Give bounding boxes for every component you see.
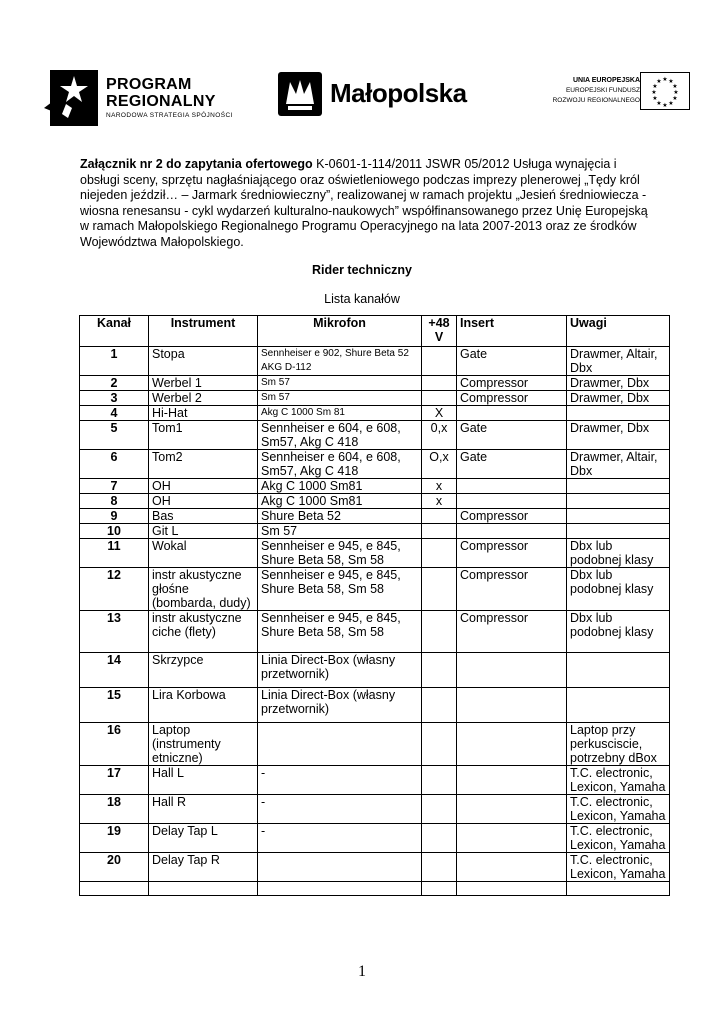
insert-cell (457, 853, 567, 882)
program-logo-subtitle: NARODOWA STRATEGIA SPÓJNOŚCI (106, 112, 233, 119)
kanal-cell: 15 (80, 688, 149, 723)
insert-cell: Compressor (457, 509, 567, 524)
uwagi-cell (567, 509, 670, 524)
kanal-cell: 1 (80, 347, 149, 376)
instrument-cell: Hi-Hat (149, 406, 258, 421)
table-row (80, 568, 670, 611)
insert-cell: Gate (457, 421, 567, 450)
eu-logo (510, 72, 690, 122)
uwagi-cell: Dbx lub podobnej klasy (567, 568, 670, 611)
phantom-cell: x (422, 494, 457, 509)
insert-cell (457, 766, 567, 795)
instrument-cell: Hall L (149, 766, 258, 795)
intro-bold: Załącznik nr 2 do zapytania ofertowego (80, 157, 313, 171)
malopolska-emblem-icon (278, 72, 322, 116)
eu-line1: UNIA EUROPEJSKA (572, 77, 640, 84)
insert-cell (457, 653, 567, 688)
instrument-cell: Delay Tap R (149, 853, 258, 882)
uwagi-cell (567, 406, 670, 421)
instrument-cell: Stopa (149, 347, 258, 376)
uwagi-cell (567, 688, 670, 723)
insert-cell (457, 688, 567, 723)
mikrofon-cell (258, 882, 422, 896)
kanal-cell: 2 (80, 376, 149, 391)
instrument-cell: instr akustyczne głośne (bombarda, dudy) (149, 568, 258, 611)
insert-cell (457, 524, 567, 539)
table-row (80, 406, 670, 421)
insert-cell: Compressor (457, 611, 567, 653)
table-row (80, 347, 670, 376)
table-row (80, 509, 670, 524)
document-subtitle: Lista kanałów (324, 292, 400, 306)
page-number: 1 (358, 963, 366, 980)
program-logo-title (106, 76, 216, 110)
program-line2: REGIONALNY (106, 93, 216, 110)
table-row (80, 524, 670, 539)
table-row (80, 766, 670, 795)
instrument-cell: Lira Korbowa (149, 688, 258, 723)
kanal-cell: 6 (80, 450, 149, 479)
instrument-cell: Bas (149, 509, 258, 524)
uwagi-cell: Drawmer, Dbx (567, 376, 670, 391)
phantom-cell (422, 347, 457, 376)
uwagi-cell (567, 494, 670, 509)
svg-text:★: ★ (668, 78, 674, 85)
instrument-cell: Werbel 1 (149, 376, 258, 391)
kanal-cell: 18 (80, 795, 149, 824)
uwagi-cell: Drawmer, Dbx (567, 391, 670, 406)
table-row (80, 853, 670, 882)
uwagi-cell: Drawmer, Dbx (567, 421, 670, 450)
phantom-cell (422, 766, 457, 795)
insert-cell: Compressor (457, 568, 567, 611)
kanal-cell: 20 (80, 853, 149, 882)
phantom-cell: O,x (422, 450, 457, 479)
phantom-cell (422, 391, 457, 406)
mikrofon-cell: Sm 57 (258, 391, 422, 406)
svg-text:★: ★ (652, 83, 658, 90)
instrument-cell: Werbel 2 (149, 391, 258, 406)
phantom-cell (422, 539, 457, 568)
kanal-cell: 4 (80, 406, 149, 421)
svg-text:★: ★ (651, 89, 657, 96)
svg-text:★: ★ (672, 83, 678, 90)
insert-cell (457, 723, 567, 766)
uwagi-cell: Drawmer, Altair, Dbx (567, 450, 670, 479)
malopolska-name: Małopolska (330, 78, 467, 108)
table-row (80, 611, 670, 653)
table-header-row (80, 316, 670, 347)
phantom-cell (422, 376, 457, 391)
phantom-cell (422, 795, 457, 824)
kanal-cell: 3 (80, 391, 149, 406)
eu-line3: ROZWOJU REGIONALNEGO (552, 97, 640, 104)
uwagi-cell: Drawmer, Altair, Dbx (567, 347, 670, 376)
svg-text:★: ★ (673, 89, 679, 96)
instrument-cell (149, 882, 258, 896)
instrument-cell: Laptop (instrumenty etniczne) (149, 723, 258, 766)
insert-cell: Compressor (457, 376, 567, 391)
mikrofon-cell: Sennheiser e 604, e 608, Sm57, Akg C 418 (258, 450, 422, 479)
table-row (80, 494, 670, 509)
mikrofon-cell (258, 723, 422, 766)
header-mikrofon: Mikrofon (258, 316, 422, 347)
svg-text:★: ★ (672, 95, 678, 102)
intro-text: K-0601-1-114/2011 JSWR 05/2012 Usługa wynajęcia i obsługi sceny, sprzętu nagłaśniającego oraz oświetleniowego podczas imprezy plenerowej „Tędy król niejeden jeździł… – Jarmark średniowieczny”, realizowanej w ramach projektu „Jesień średniowiecza - wiosna renesansu - cykl wydarzeń kulturalno-naukowych” współfinansowanego przez Unię Europejską w ramach Małopolskiego Regionalnego Programu Operacyjnego na lata 2007-2013 oraz ze środków Województwa Małopolskiego. (80, 157, 648, 249)
header-uwagi: Uwagi (567, 316, 670, 347)
table-row (80, 824, 670, 853)
table-row (80, 723, 670, 766)
uwagi-cell (567, 882, 670, 896)
mikrofon-cell: - (258, 795, 422, 824)
uwagi-cell: T.C. electronic, Lexicon, Yamaha (567, 853, 670, 882)
kanal-cell (80, 882, 149, 896)
uwagi-cell (567, 653, 670, 688)
header-instrument: Instrument (149, 316, 258, 347)
kanal-cell: 12 (80, 568, 149, 611)
mikrofon-cell: Sennheiser e 604, e 608, Sm57, Akg C 418 (258, 421, 422, 450)
instrument-cell: Tom2 (149, 450, 258, 479)
svg-text:★: ★ (656, 100, 662, 107)
svg-text:★: ★ (662, 76, 668, 83)
table-row (80, 882, 670, 896)
document-title: Rider techniczny (311, 263, 413, 277)
table-row (80, 688, 670, 723)
phantom-cell (422, 723, 457, 766)
phantom-cell (422, 688, 457, 723)
table-row (80, 391, 670, 406)
phantom-cell (422, 653, 457, 688)
uwagi-cell (567, 524, 670, 539)
instrument-cell: Wokal (149, 539, 258, 568)
eu-line2: EUROPEJSKI FUNDUSZ (565, 87, 640, 94)
mikrofon-cell: Linia Direct-Box (własny przetwornik) (258, 653, 422, 688)
svg-text:★: ★ (652, 95, 658, 102)
instrument-cell: Hall R (149, 795, 258, 824)
phantom-cell (422, 611, 457, 653)
channel-table (79, 315, 670, 896)
insert-cell: Compressor (457, 539, 567, 568)
mikrofon-cell: Sennheiser e 945, e 845, Shure Beta 58, Sm 58 (258, 539, 422, 568)
logo-bar (40, 64, 690, 128)
kanal-cell: 8 (80, 494, 149, 509)
kanal-cell: 11 (80, 539, 149, 568)
phantom-cell (422, 524, 457, 539)
mikrofon-cell: Sm 57 (258, 376, 422, 391)
instrument-cell: OH (149, 479, 258, 494)
table-row (80, 376, 670, 391)
instrument-cell: instr akustyczne ciche (flety) (149, 611, 258, 653)
kanal-cell: 19 (80, 824, 149, 853)
phantom-cell (422, 824, 457, 853)
header-kanal: Kanał (80, 316, 149, 347)
mikrofon-cell: Sm 57 (258, 524, 422, 539)
insert-cell (457, 824, 567, 853)
kanal-cell: 14 (80, 653, 149, 688)
uwagi-cell: Laptop przy perkusciscie, potrzebny dBox (567, 723, 670, 766)
insert-cell: Gate (457, 347, 567, 376)
malopolska-logo (278, 70, 488, 122)
instrument-cell: Tom1 (149, 421, 258, 450)
mikrofon-cell: Akg C 1000 Sm81 (258, 479, 422, 494)
instrument-cell: Skrzypce (149, 653, 258, 688)
instrument-cell: Delay Tap L (149, 824, 258, 853)
insert-cell (457, 795, 567, 824)
program-line1: PROGRAM (106, 76, 192, 93)
uwagi-cell: Dbx lub podobnej klasy (567, 611, 670, 653)
kanal-cell: 5 (80, 421, 149, 450)
kanal-cell: 10 (80, 524, 149, 539)
phantom-cell: x (422, 479, 457, 494)
mikrofon-cell: Sennheiser e 902, Shure Beta 52 AKG D-112 (258, 347, 422, 376)
insert-cell (457, 494, 567, 509)
table-row (80, 539, 670, 568)
insert-cell (457, 479, 567, 494)
header-insert: Insert (457, 316, 567, 347)
uwagi-cell (567, 479, 670, 494)
table-row (80, 653, 670, 688)
kanal-cell: 13 (80, 611, 149, 653)
kanal-cell: 9 (80, 509, 149, 524)
phantom-cell: 0,x (422, 421, 457, 450)
uwagi-cell: T.C. electronic, Lexicon, Yamaha (567, 795, 670, 824)
mikrofon-cell: Shure Beta 52 (258, 509, 422, 524)
svg-text:★: ★ (656, 78, 662, 85)
insert-cell: Gate (457, 450, 567, 479)
instrument-cell: OH (149, 494, 258, 509)
instrument-cell: Git L (149, 524, 258, 539)
kanal-cell: 16 (80, 723, 149, 766)
phantom-cell (422, 568, 457, 611)
mikrofon-cell: Sennheiser e 945, e 845, Shure Beta 58, Sm 58 (258, 568, 422, 611)
svg-text:★: ★ (662, 102, 668, 109)
program-regionalny-logo (44, 68, 264, 128)
mikrofon-cell: Sennheiser e 945, e 845, Shure Beta 58, Sm 58 (258, 611, 422, 653)
kanal-cell: 7 (80, 479, 149, 494)
insert-cell: Compressor (457, 391, 567, 406)
table-row (80, 479, 670, 494)
insert-cell (457, 882, 567, 896)
mikrofon-cell: Linia Direct-Box (własny przetwornik) (258, 688, 422, 723)
mikrofon-cell: Akg C 1000 Sm81 (258, 494, 422, 509)
header-phantom: +48 V (422, 316, 457, 347)
mikrofon-cell: - (258, 824, 422, 853)
svg-text:★: ★ (668, 100, 674, 107)
eu-text (553, 76, 640, 106)
insert-cell (457, 406, 567, 421)
uwagi-cell: T.C. electronic, Lexicon, Yamaha (567, 824, 670, 853)
mikrofon-cell (258, 853, 422, 882)
phantom-cell (422, 853, 457, 882)
eu-flag-icon (640, 72, 690, 110)
mikrofon-cell: Akg C 1000 Sm 81 (258, 406, 422, 421)
phantom-cell (422, 509, 457, 524)
table-row (80, 795, 670, 824)
intro-paragraph (80, 157, 648, 251)
phantom-cell (422, 882, 457, 896)
table-row (80, 450, 670, 479)
mikrofon-cell: - (258, 766, 422, 795)
phantom-cell: X (422, 406, 457, 421)
star-figure-icon (44, 68, 102, 128)
uwagi-cell: T.C. electronic, Lexicon, Yamaha (567, 766, 670, 795)
kanal-cell: 17 (80, 766, 149, 795)
uwagi-cell: Dbx lub podobnej klasy (567, 539, 670, 568)
table-row (80, 421, 670, 450)
